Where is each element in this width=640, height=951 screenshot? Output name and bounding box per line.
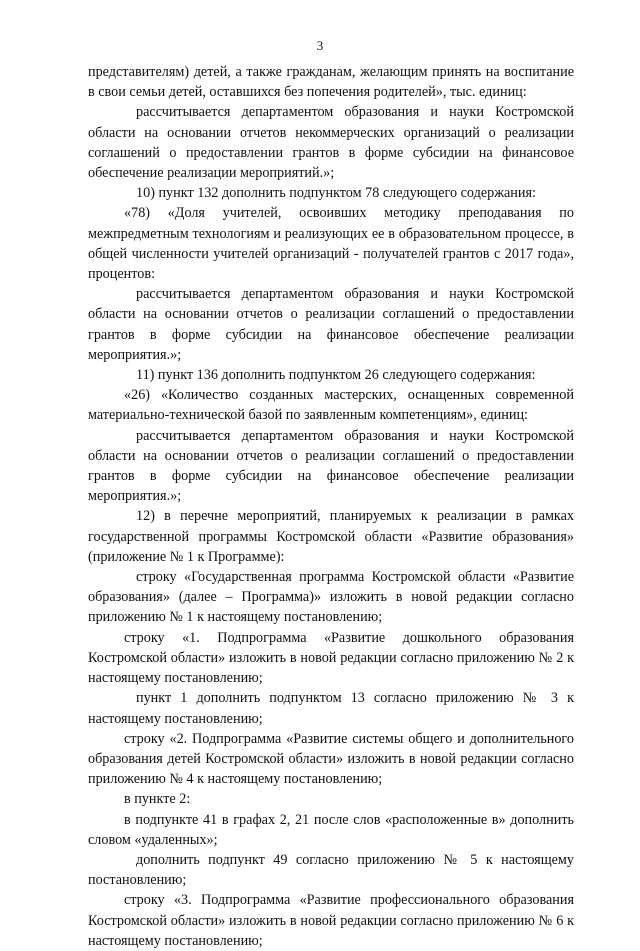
paragraph-12: пункт 1 дополнить подпунктом 13 согласно приложению № 3 к настоящему постановлению; bbox=[88, 690, 574, 727]
paragraph-16: дополнить подпункт 49 согласно приложению № 5 к настоящему постановлению; bbox=[88, 851, 574, 889]
paragraph-7: «26) «Количество созданных мастерских, оснащенных современной материально-технической базой по заявленным компетенциям», единиц: bbox=[88, 387, 574, 424]
paragraph-5: рассчитывается департаментом образования и науки Костромской области на основании отчетов о реализации соглашений о предоставлении грантов в форме субсидии на финансовое обеспечение реализации мероприятия.»; bbox=[88, 286, 574, 363]
paragraph-8: рассчитывается департаментом образования и науки Костромской области на основании отчетов о реализации соглашений о предоставлении грантов в форме субсидии на финансовое обеспечение реализации мероприятия.»; bbox=[88, 427, 574, 505]
paragraph-11: строку «1. Подпрограмма «Развитие дошкольного образования Костромской области» изложить в новой редакции согласно приложению № 2 к настоящему постановлению; bbox=[88, 629, 574, 687]
page-number: 3 bbox=[316, 38, 324, 53]
paragraph-15: в подпункте 41 в графах 2, 21 после слов «расположенные в» дополнить словом «удаленных»; bbox=[88, 811, 574, 848]
paragraph-3: 10) пункт 132 дополнить подпунктом 78 следующего содержания: bbox=[136, 185, 536, 202]
document-body bbox=[88, 62, 574, 951]
paragraph-17: строку «3. Подпрограмма «Развитие профессионального образования Костромской области» изложить в новой редакции согласно приложению № 6 к настоящему постановлению; bbox=[88, 892, 574, 949]
paragraph-6: 11) пункт 136 дополнить подпунктом 26 следующего содержания: bbox=[136, 367, 536, 384]
paragraph-2: рассчитывается департаментом образования и науки Костромской области на основании отчетов некоммерческих организаций о реализации соглашений о предоставлении грантов в форме субсидии на финансовое обеспечение реализации мероприятий.»; bbox=[88, 104, 574, 182]
paragraph-13: строку «2. Подпрограмма «Развитие системы общего и дополнительного образования детей Костромской области» изложить в новой редакции согласно приложению № 4 к настоящему постановлению; bbox=[88, 730, 574, 788]
paragraph-14: в пункте 2: bbox=[124, 791, 191, 808]
paragraph-9: 12) в перечне мероприятий, планируемых к реализации в рамках государственной программы Костромской области «Развитие образования» (приложение № 1 к Программе): bbox=[88, 508, 574, 565]
paragraph-10: строку «Государственная программа Костромской области «Развитие образования» (далее – Программа)» изложить в новой редакции согласно приложению № 1 к настоящему постановлению; bbox=[88, 569, 574, 626]
paragraph-4: «78) «Доля учителей, освоивших методику преподавания по межпредметным технологиям и реализующих ее в образовательном процессе, в общей численности учителей организаций - получателей грантов с 2017 года», процентов: bbox=[88, 205, 574, 283]
paragraph-1: представителям) детей, а также гражданам, желающим принять на воспитание в свои семьи детей, оставшихся без попечения родителей», тыс. единиц: bbox=[88, 64, 574, 101]
